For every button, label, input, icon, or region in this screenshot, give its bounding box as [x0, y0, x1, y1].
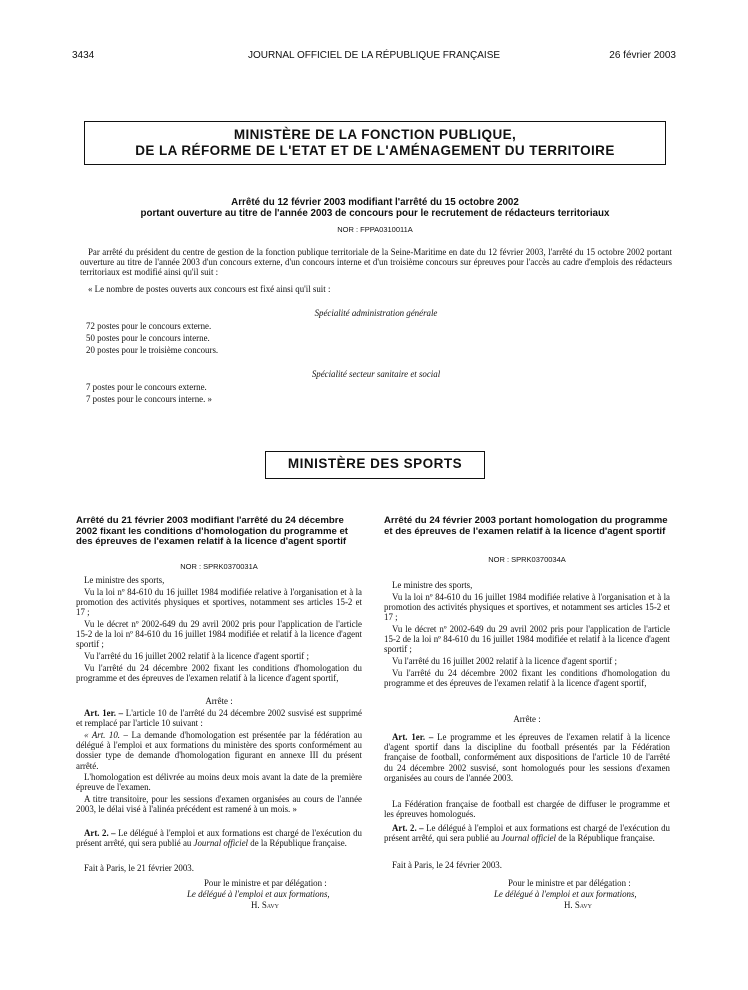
- arrete-title-line-2: portant ouverture au titre de l'année 2003 de concours pour le recrutement de rédacteurs territoriaux: [140, 208, 610, 219]
- ministry-heading-line-2: DE LA RÉFORME DE L'ETAT ET DE L'AMÉNAGEMENT DU TERRITOIRE: [135, 143, 615, 158]
- arrete-intro-quote: « Le nombre de postes ouverts aux concours est fixé ainsi qu'il suit :: [88, 284, 331, 294]
- arrete-label: Arrête :: [513, 714, 541, 724]
- journal-officiel-ref: Journal officiel: [193, 838, 249, 849]
- nor-reference: NOR : SPRK0370034A: [488, 555, 566, 564]
- running-head: [72, 50, 676, 64]
- posts-list-sanitaire: [86, 381, 212, 405]
- arrete-title: Arrêté du 24 février 2003 portant homologation du programme et des épreuves de l'examen relatif à la licence d'agent sportif: [384, 515, 668, 537]
- article-2: [384, 823, 670, 843]
- article-1-text: L'article 10 de l'arrêté du 24 décembre 2002 susvisé est supprimé et remplacé par l'article 10 suivant :: [76, 708, 362, 729]
- signature-name: H. Savy: [564, 900, 593, 910]
- list-item: 72 postes pour le concours externe.: [86, 321, 212, 331]
- ministry-heading-fonction-publique: [84, 121, 666, 165]
- signature-delegation: Pour le ministre et par délégation :: [204, 878, 327, 888]
- page-number: 3434: [72, 50, 95, 61]
- arrete-title-line-1: Arrêté du 12 février 2003 modifiant l'arrêté du 15 octobre 2002: [231, 197, 519, 208]
- article-1: [76, 708, 362, 728]
- arrete-title-rediteurs: [80, 197, 670, 219]
- nor-reference: NOR : SPRK0370031A: [180, 562, 258, 571]
- article-2-text: Le délégué à l'emploi et aux formations est chargé de l'exécution du présent arrêté, qui sera publié au: [384, 823, 670, 844]
- list-item: 20 postes pour le troisième concours.: [86, 345, 219, 355]
- visa-arrete-juillet: Vu l'arrêté du 16 juillet 2002 relatif à la licence d'agent sportif ;: [84, 651, 309, 661]
- arrete-title: Arrêté du 21 février 2003 modifiant l'arrêté du 24 décembre 2002 fixant les conditions d'homologation du programme et des épreuves de l'examen relatif à la licence d'agent sportif: [76, 515, 349, 547]
- article-2: [76, 828, 362, 848]
- date-place: Fait à Paris, le 24 février 2003.: [392, 860, 502, 870]
- homologation-paragraph: L'homologation est délivrée au moins deux mois avant la date de la première épreuve de l'examen.: [76, 772, 362, 793]
- visa-loi: Vu la loi nº 84-610 du 16 juillet 1984 modifiée relative à l'organisation et à la promotion des activités physiques et sportives, et notamment ses articles 15-2 et 17 ;: [384, 592, 670, 623]
- journal-title: JOURNAL OFFICIEL DE LA RÉPUBLIQUE FRANÇAISE: [247, 50, 501, 61]
- signature-title: Le délégué à l'emploi et aux formations,: [494, 889, 637, 899]
- speciality-heading-administration: Spécialité administration générale: [314, 308, 438, 318]
- article-1-label: Art. 1er. –: [392, 732, 434, 742]
- transitional-paragraph: A titre transitoire, pour les sessions d'examen organisées au cours de l'année 2003, le délai visé à l'alinéa précédent est ramené à un mois. »: [76, 794, 362, 815]
- article-2-text-end: de la République française.: [556, 833, 655, 844]
- visa-minister: Le ministre des sports,: [84, 575, 165, 585]
- posts-list-administration: [86, 320, 218, 356]
- article-2-label: Art. 2. –: [392, 823, 424, 833]
- signature-delegation: Pour le ministre et par délégation :: [508, 878, 631, 888]
- date-place: Fait à Paris, le 21 février 2003.: [84, 863, 194, 873]
- issue-date: 26 février 2003: [609, 50, 676, 61]
- signature-name: H. Savy: [251, 900, 280, 910]
- article-10-label: « Art. 10.: [84, 730, 121, 740]
- list-item: 50 postes pour le concours interne.: [86, 333, 210, 343]
- visa-arrete-decembre: Vu l'arrêté du 24 décembre 2002 fixant les conditions d'homologation du programme et des épreuves de l'examen relatif à la licence d'agent sportif,: [384, 668, 670, 689]
- ministry-heading-sports: MINISTÈRE DES SPORTS: [265, 451, 485, 479]
- speciality-heading-sanitaire: Spécialité secteur sanitaire et social: [311, 369, 441, 379]
- list-item: 7 postes pour le concours interne. »: [86, 394, 212, 404]
- visa-decret: Vu le décret nº 2002-649 du 29 avril 2002 pris pour l'application de l'article 15-2 de la loi nº 84-610 du 16 juillet 1984 modifiée et relatif à la licence d'agent sportif ;: [384, 624, 670, 655]
- visa-arrete-decembre: Vu l'arrêté du 24 décembre 2002 fixant les conditions d'homologation du programme et des épreuves de l'examen relatif à la licence d'agent sportif,: [76, 663, 362, 684]
- visa-minister: Le ministre des sports,: [392, 580, 473, 590]
- federation-paragraph: La Fédération française de football est chargée de diffuser le programme et les épreuves homologués.: [384, 799, 670, 820]
- article-1-text: Le programme et les épreuves de l'examen relatif à la licence d'agent sportif dans la discipline du football présentés par la Fédération française de football, conformément aux dispositions de l'article 10 de l'arrêté du 24 décembre 2002 susvisé, sont homologués pour les sessions d'examen organisées au cours de l'année 2003.: [384, 732, 671, 783]
- article-1-label: Art. 1er. –: [84, 708, 124, 718]
- article-2-text: Le délégué à l'emploi et aux formations est chargé de l'exécution du présent arrêté, qui sera publié au: [76, 828, 362, 849]
- article-2-text-end: de la République française.: [248, 838, 347, 849]
- ministry-heading-line-1: MINISTÈRE DE LA FONCTION PUBLIQUE,: [233, 127, 517, 142]
- article-2-label: Art. 2. –: [84, 828, 116, 838]
- arrete-intro-paragraph: Par arrêté du président du centre de gestion de la fonction publique territoriale de la Seine-Maritime en date du 12 février 2003, l'arrêté du 15 octobre 2002 portant ouverture au titre de l'année 2003 d'un concours externe, d'un concours interne et d'un troisième concours sur épreuves pour l'accès au cadre d'emplois des rédacteurs territoriaux est modifié ainsi qu'il suit :: [80, 247, 672, 278]
- arrete-label: Arrête :: [205, 696, 233, 706]
- article-10-text: – La demande d'homologation est présentée par la fédération au délégué à l'emploi et aux formations du ministère des sports conformément au dossier type de demande d'homologation figurant en annexe III du présent arrêté.: [76, 730, 363, 771]
- article-1: [384, 732, 670, 783]
- list-item: 7 postes pour le concours externe.: [86, 382, 207, 392]
- journal-officiel-ref: Journal officiel: [501, 833, 557, 844]
- visa-arrete-juillet: Vu l'arrêté du 16 juillet 2002 relatif à la licence d'agent sportif ;: [392, 656, 617, 666]
- signature-title: Le délégué à l'emploi et aux formations,: [187, 889, 330, 899]
- visa-loi: Vu la loi nº 84-610 du 16 juillet 1984 modifiée relative à l'organisation et à la promotion des activités physiques et sportives, notamment ses articles 15-2 et 17 ;: [76, 587, 362, 618]
- article-10: [76, 730, 362, 771]
- nor-reference: NOR : FPPA0310011A: [337, 225, 413, 234]
- visa-decret: Vu le décret nº 2002-649 du 29 avril 2002 pris pour l'application de l'article 15-2 de la loi nº 84-610 du 16 juillet 1984 modifiée et relatif à la licence d'agent sportif ;: [76, 619, 362, 650]
